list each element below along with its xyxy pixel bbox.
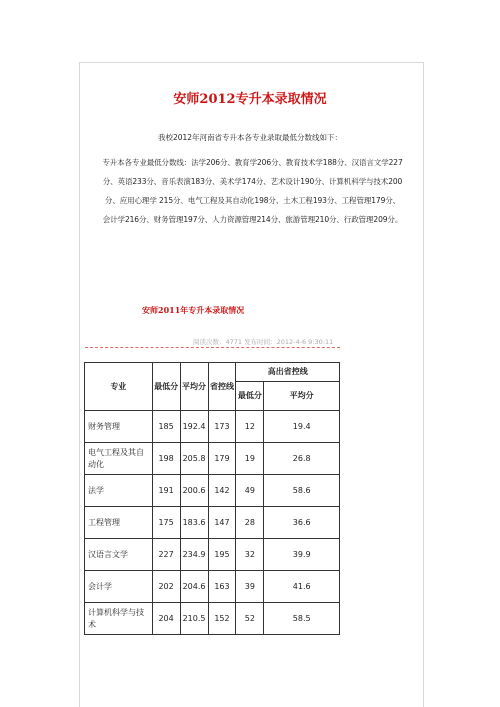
cell-min: 175: [152, 507, 180, 539]
cell-above-min: 19: [236, 443, 264, 475]
cell-control: 195: [208, 539, 236, 571]
cell-above-min: 52: [236, 603, 264, 635]
cell-avg: 204.6: [180, 571, 208, 603]
paragraph-line: 会计学216分、财务管理197分、人力资源管理214分、旅游管理210分、行政管理209分。: [102, 215, 403, 224]
table-row: [85, 539, 340, 571]
cell-major: 计算机科学与技术: [85, 603, 153, 635]
cell-above-min: 49: [236, 475, 264, 507]
cell-major: 会计学: [85, 571, 153, 603]
dashed-divider: [85, 347, 340, 348]
intro-text: 我校2012年河南省专升本各专业录取最低分数线如下：: [157, 133, 343, 142]
cell-above-avg: 41.6: [264, 571, 340, 603]
header-avg: 平均分: [180, 363, 208, 411]
cell-min: 202: [152, 571, 180, 603]
cell-control: 147: [208, 507, 236, 539]
cell-control: 152: [208, 603, 236, 635]
cell-above-min: 28: [236, 507, 264, 539]
cell-control: 173: [208, 411, 236, 443]
header-control: 省控线: [208, 363, 236, 411]
cell-major: 工程管理: [85, 507, 153, 539]
cell-min: 204: [152, 603, 180, 635]
article-meta: 阅读次数：4771 发布时间：2012-4-6 9:30:11: [193, 338, 334, 346]
table-row: [85, 571, 340, 603]
header-min: 最低分: [152, 363, 180, 411]
cell-above-min: 12: [236, 411, 264, 443]
cell-avg: 210.5: [180, 603, 208, 635]
table-row: [85, 507, 340, 539]
cell-min: 227: [152, 539, 180, 571]
cell-major: 财务管理: [85, 411, 153, 443]
cell-control: 179: [208, 443, 236, 475]
cell-above-avg: 19.4: [264, 411, 340, 443]
cell-above-min: 32: [236, 539, 264, 571]
cell-avg: 234.9: [180, 539, 208, 571]
section-subtitle: 安师2011年专升本录取情况: [142, 305, 245, 315]
score-paragraph: [80, 153, 425, 229]
cell-major: 电气工程及其自动化: [85, 443, 153, 475]
cell-above-avg: 26.8: [264, 443, 340, 475]
paragraph-line: 分、英语233分、音乐表演183分、美术学174分、艺术设计190分、计算机科学与技术200: [102, 177, 403, 186]
paragraph-line: 分、应用心理学 215分、电气工程及其自动化198分、土木工程193分、工程管理179分、: [104, 196, 401, 205]
cell-above-avg: 36.6: [264, 507, 340, 539]
page-title: 安师2012专升本录取情况: [173, 92, 327, 107]
cell-major: 法学: [85, 475, 153, 507]
cell-avg: 183.6: [180, 507, 208, 539]
cell-min: 191: [152, 475, 180, 507]
cell-avg: 200.6: [180, 475, 208, 507]
table-row: [85, 443, 340, 475]
header-above-avg: 平均分: [264, 382, 340, 411]
cell-control: 163: [208, 571, 236, 603]
header-major: 专业: [85, 363, 153, 411]
table-row: [85, 475, 340, 507]
cell-control: 142: [208, 475, 236, 507]
table-row: [85, 411, 340, 443]
admission-table: [84, 362, 340, 635]
cell-min: 185: [152, 411, 180, 443]
cell-above-avg: 39.9: [264, 539, 340, 571]
table-row: [85, 603, 340, 635]
header-above-min: 最低分: [236, 382, 264, 411]
cell-avg: 205.8: [180, 443, 208, 475]
cell-major: 汉语言文学: [85, 539, 153, 571]
header-above: 高出省控线: [236, 363, 340, 382]
cell-avg: 192.4: [180, 411, 208, 443]
paragraph-line: 专升本各专业最低分数线：法学206分、教育学206分、教育技术学188分、汉语言文学227: [102, 158, 403, 167]
cell-min: 198: [152, 443, 180, 475]
cell-above-avg: 58.6: [264, 475, 340, 507]
cell-above-avg: 58.5: [264, 603, 340, 635]
cell-above-min: 39: [236, 571, 264, 603]
